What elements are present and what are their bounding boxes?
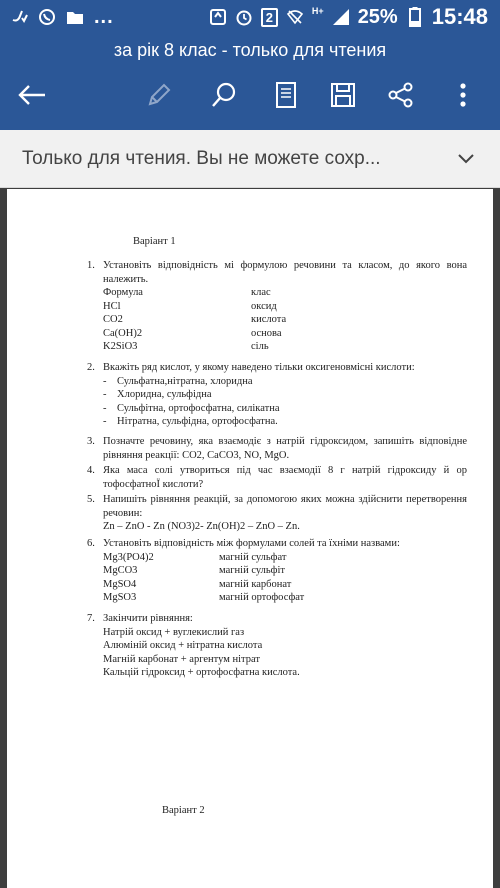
task-number: 1. bbox=[87, 260, 95, 271]
table-row: MgSO4 магній карбонат bbox=[103, 578, 292, 590]
reading-view-icon bbox=[275, 82, 297, 113]
read-only-banner[interactable] bbox=[0, 130, 500, 188]
sim-indicator: 2 bbox=[261, 8, 278, 27]
task-text: Закінчити рівняння: bbox=[103, 613, 193, 624]
voicemail-call-icon bbox=[10, 8, 28, 26]
more-vertical-icon bbox=[459, 82, 467, 113]
share-icon bbox=[388, 82, 414, 113]
wifi-off-icon bbox=[286, 8, 304, 26]
task-3 bbox=[87, 435, 467, 462]
task-number: 2. bbox=[87, 362, 95, 373]
list-item: - Нітратна, сульфідна, ортофосфатна. bbox=[103, 416, 278, 427]
variant-1-title: Варіант 1 bbox=[133, 236, 176, 247]
toolbar bbox=[0, 72, 500, 122]
app-bar bbox=[0, 34, 500, 130]
table-row: K2SiO3 сіль bbox=[103, 341, 269, 352]
equation-line: Кальцій гідроксид + ортофосфатна кислота. bbox=[103, 667, 300, 678]
equation-line: Магній карбонат + аргентум нітрат bbox=[103, 653, 260, 665]
search-icon bbox=[211, 82, 237, 113]
task-number: 7. bbox=[87, 613, 95, 624]
task-6 bbox=[87, 537, 467, 605]
task-text: Яка маса солі утвориться під час взаємодії 8 г натрій гідроксиду й ор тофосфатноЇ кислоти? bbox=[103, 465, 467, 490]
document-page bbox=[7, 189, 493, 888]
search-button[interactable] bbox=[199, 72, 249, 122]
signal-icon bbox=[332, 8, 350, 26]
edit-button[interactable] bbox=[134, 72, 184, 122]
table-row: HCl оксид bbox=[103, 300, 277, 312]
table-row: MgCO3 магній сульфіт bbox=[103, 565, 285, 576]
sync-icon bbox=[209, 8, 227, 26]
pencil-icon bbox=[146, 82, 172, 113]
battery-level: 25% bbox=[357, 5, 398, 28]
reaction-chain: Zn – ZnO - Zn (NO3)2- Zn(OH)2 – ZnO – Zn. bbox=[103, 521, 300, 532]
list-item: - Сульфатна,нітратна, хлоридна bbox=[103, 375, 253, 387]
save-button[interactable] bbox=[318, 72, 368, 122]
viber-icon bbox=[38, 8, 56, 26]
task-number: 6. bbox=[87, 538, 95, 549]
task-text: Установіть відповідність між формулами солей та їхніми назвами: bbox=[103, 538, 400, 549]
arrow-left-icon bbox=[18, 84, 46, 111]
chevron-down-icon[interactable] bbox=[454, 147, 478, 171]
task-text: Вкажіть ряд кислот, у якому наведено тільки оксигеновмісні кислоти: bbox=[103, 362, 415, 373]
task-5 bbox=[87, 493, 467, 534]
task-1 bbox=[87, 259, 467, 354]
task-number: 5. bbox=[87, 494, 95, 505]
list-item: - Хлоридна, сульфідна bbox=[103, 389, 212, 400]
reading-view-button[interactable] bbox=[261, 72, 311, 122]
equation-line: Натрій оксид + вуглекислий газ bbox=[103, 626, 245, 638]
document-title: за рік 8 клас - только для чтения bbox=[113, 40, 387, 60]
task-2 bbox=[87, 361, 467, 429]
network-type: H+ bbox=[311, 6, 324, 16]
task-number: 3. bbox=[87, 436, 95, 447]
variant-2-title: Варіант 2 bbox=[162, 805, 205, 816]
share-button[interactable] bbox=[376, 72, 426, 122]
alarm-icon bbox=[235, 8, 253, 26]
table-row: Формула клас bbox=[103, 287, 271, 298]
table-row: MgSO3 магній ортофосфат bbox=[103, 592, 305, 603]
battery-icon bbox=[406, 8, 424, 26]
table-row: CO2 кислота bbox=[103, 314, 287, 325]
back-button[interactable] bbox=[7, 72, 57, 122]
clock: 15:48 bbox=[431, 4, 488, 29]
task-7 bbox=[87, 612, 467, 680]
task-text: Напишіть рівняння реакцій, за допомогою яких можна здійснити перетворення речовин: bbox=[103, 494, 467, 519]
save-icon bbox=[330, 82, 356, 113]
table-row: Ca(OH)2 основа bbox=[103, 327, 282, 339]
status-bar bbox=[0, 0, 500, 34]
task-text: Позначте речовину, яка взаємодіє з натрій гідроксидом, запишіть відповідне рівняння реакції: CO2, CaCO3, NO, MgO. bbox=[103, 436, 467, 461]
task-number: 4. bbox=[87, 465, 95, 476]
folder-icon bbox=[66, 8, 84, 26]
more-options-button[interactable] bbox=[438, 72, 488, 122]
read-only-message: Только для чтения. Вы не можете сохр... bbox=[22, 147, 381, 169]
equation-line: Алюміній оксид + нітратна кислота bbox=[103, 640, 263, 651]
list-item: - Сульфітна, ортофосфатна, силікатна bbox=[103, 402, 280, 414]
task-text: Установіть відповідність мі формулою речовини та класом, до якого вона належить. bbox=[103, 260, 467, 285]
more-notifications: ... bbox=[94, 5, 114, 28]
table-row: Mg3(PO4)2 магній сульфат bbox=[103, 551, 287, 563]
task-4 bbox=[87, 464, 467, 491]
